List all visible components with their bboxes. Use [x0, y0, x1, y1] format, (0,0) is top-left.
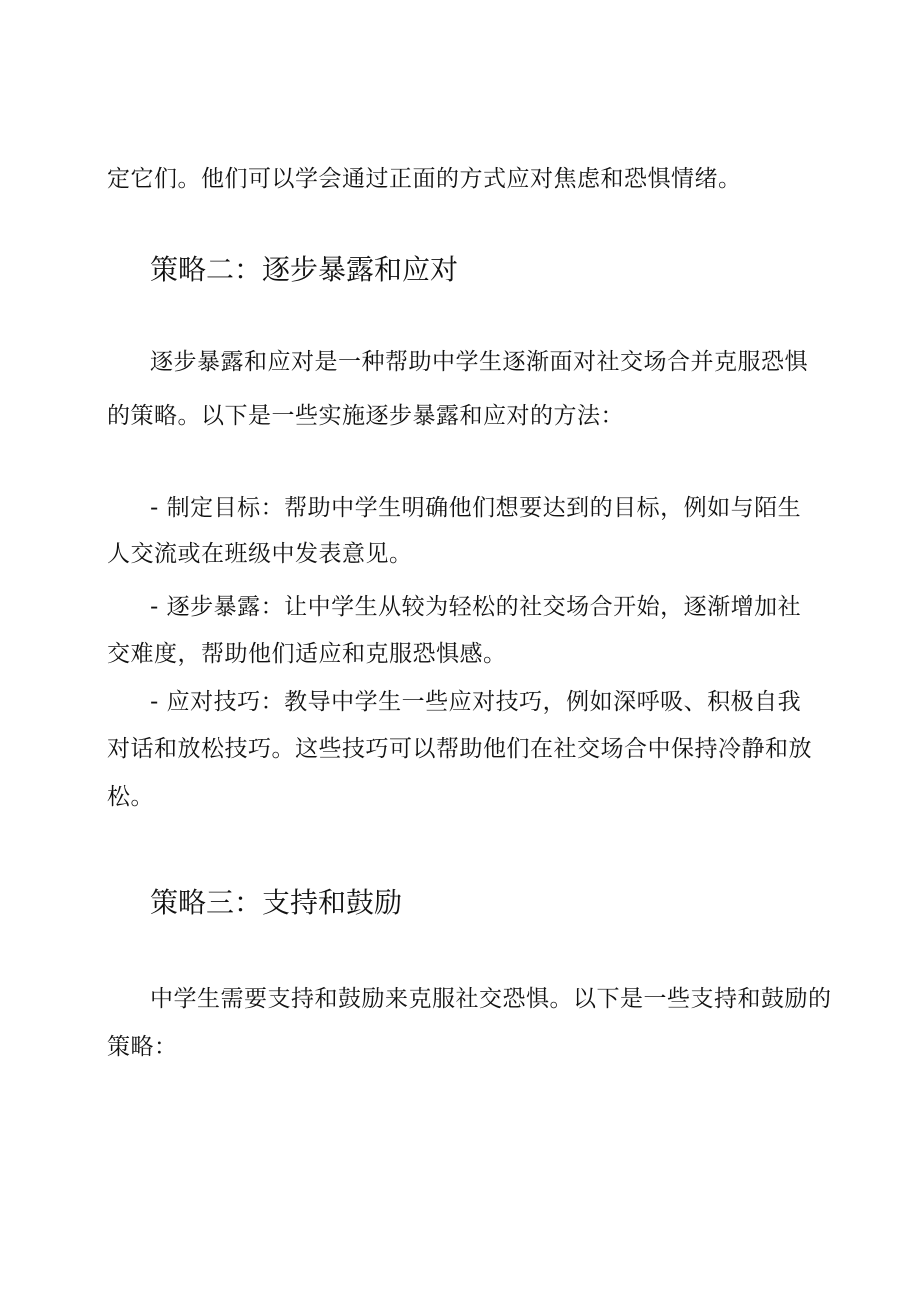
section3-intro-line-1: 中学生需要支持和鼓励来克服社交恐惧。以下是一些支持和鼓励的 — [150, 986, 832, 1012]
list-item-exposure-line-2: 交难度，帮助他们适应和克服恐惧感。 — [107, 641, 507, 667]
paragraph-continuation: 定它们。他们可以学会通过正面的方式应对焦虑和恐惧情绪。 — [107, 166, 742, 192]
section-heading-strategy-2: 策略二：逐步暴露和应对 — [150, 253, 459, 286]
list-item-goal-line-2: 人交流或在班级中发表意见。 — [107, 541, 413, 567]
section3-intro-line-2: 策略： — [107, 1034, 178, 1060]
list-item-coping-line-1: - 应对技巧：教导中学生一些应对技巧，例如深呼吸、积极自我 — [150, 689, 802, 715]
section2-intro-line-1: 逐步暴露和应对是一种帮助中学生逐渐面对社交场合并克服恐惧 — [150, 349, 808, 375]
list-item-coping-line-3: 松。 — [107, 784, 154, 810]
list-item-coping-line-2: 对话和放松技巧。这些技巧可以帮助他们在社交场合中保持冷静和放 — [107, 736, 812, 762]
list-item-goal-line-1: - 制定目标：帮助中学生明确他们想要达到的目标，例如与陌生 — [150, 495, 802, 521]
list-item-exposure-line-1: - 逐步暴露：让中学生从较为轻松的社交场合开始，逐渐增加社 — [150, 594, 802, 620]
section-heading-strategy-3: 策略三：支持和鼓励 — [150, 886, 403, 919]
section2-intro-line-2: 的策略。以下是一些实施逐步暴露和应对的方法： — [107, 403, 624, 429]
